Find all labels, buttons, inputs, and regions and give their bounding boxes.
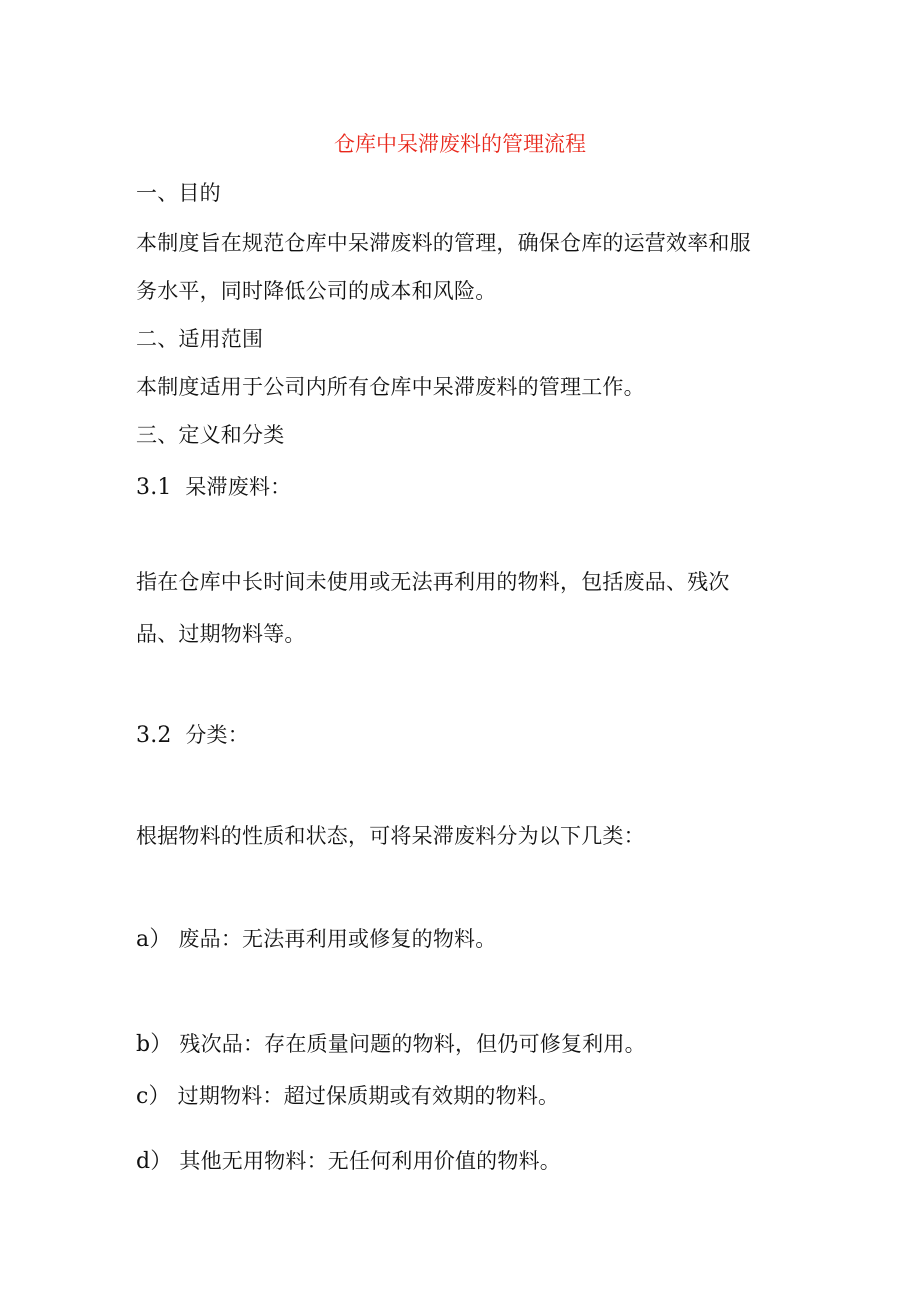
- list-item: [136, 1029, 646, 1060]
- list-item-text: 废品：无法再利用或修复的物料。: [178, 927, 497, 951]
- list-item-text: 残次品：存在质量问题的物料，但仍可修复利用。: [179, 1032, 646, 1056]
- list-item-text: 过期物料：超过保质期或有效期的物料。: [177, 1084, 560, 1108]
- scope-paragraph: 本制度适用于公司内所有仓库中呆滞废料的管理工作。: [136, 375, 645, 399]
- section-heading-scope: 二、适用范围: [136, 327, 264, 351]
- list-marker: d）: [136, 1149, 173, 1174]
- section-heading-definitions: 三、定义和分类: [136, 423, 285, 447]
- subsection-number: 3.1: [136, 475, 172, 500]
- purpose-paragraph-line-1: 本制度旨在规范仓库中呆滞废料的管理，确保仓库的运营效率和服: [136, 231, 751, 255]
- subsection-3-1-heading: [136, 472, 291, 503]
- subsection-number: 3.2: [136, 723, 172, 748]
- subsection-label: 分类：: [185, 723, 249, 747]
- subsection-3-2-heading: [136, 720, 249, 751]
- document-title: 仓库中呆滞废料的管理流程: [334, 132, 586, 156]
- list-item: [136, 1146, 561, 1177]
- list-marker: b）: [136, 1032, 173, 1057]
- purpose-paragraph-line-2: 务水平，同时降低公司的成本和风险。: [136, 279, 497, 303]
- list-item: [136, 924, 496, 955]
- list-item-text: 其他无用物料：无任何利用价值的物料。: [179, 1149, 561, 1173]
- list-marker: a）: [136, 927, 172, 952]
- subsection-label: 呆滞废料：: [185, 475, 292, 499]
- list-marker: c）: [136, 1084, 171, 1109]
- classification-intro: 根据物料的性质和状态，可将呆滞废料分为以下几类：: [136, 824, 645, 848]
- list-item: [136, 1081, 559, 1112]
- definition-paragraph-line-2: 品、过期物料等。: [136, 622, 306, 646]
- definition-paragraph-line-1: 指在仓库中长时间未使用或无法再利用的物料，包括废品、残次: [136, 570, 730, 594]
- section-heading-purpose: 一、目的: [136, 181, 221, 205]
